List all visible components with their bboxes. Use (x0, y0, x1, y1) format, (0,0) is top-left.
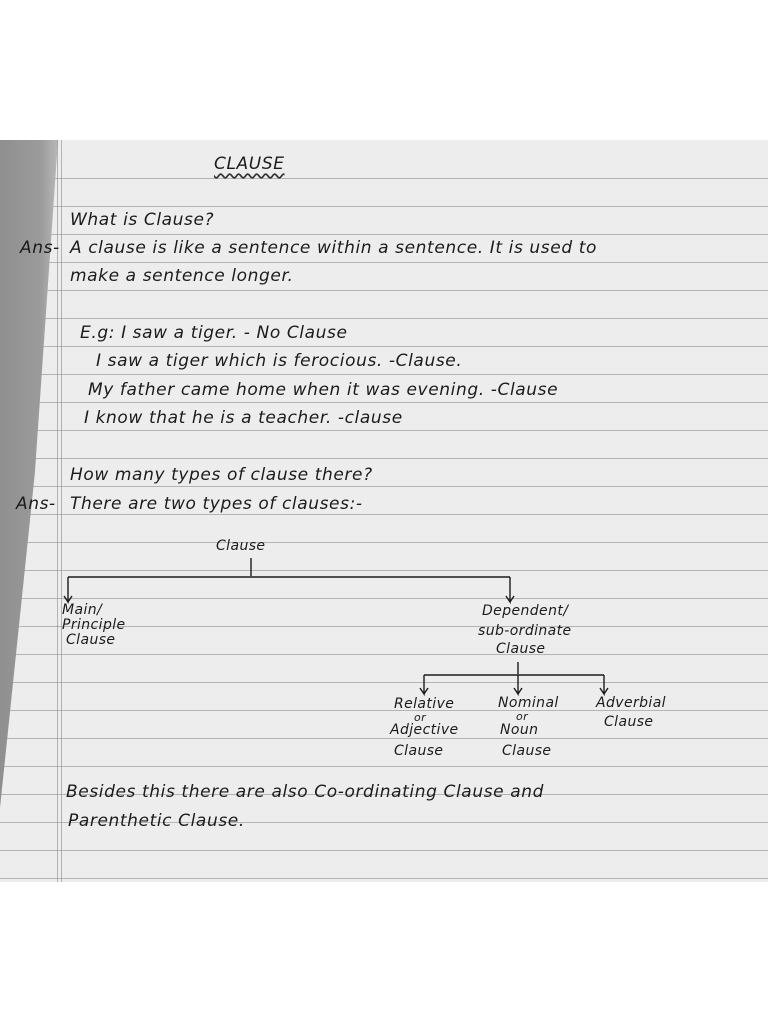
tree-root-label: Clause (216, 538, 266, 554)
answer-label-2: Ans- (16, 494, 56, 514)
arrow-nominal (514, 675, 522, 694)
relative-clause-label-3: Adjective (390, 722, 459, 738)
arrow-adverbial (600, 675, 608, 694)
dependent-clause-label-2: sub-ordinate (478, 623, 572, 639)
nominal-clause-label-4: Clause (502, 743, 552, 759)
question-what-is-clause: What is Clause? (70, 210, 215, 230)
example-line-3: My father came home when it was evening. -Clause (88, 380, 559, 400)
dependent-clause-label-1: Dependent/ (482, 603, 569, 619)
notebook-page (0, 140, 768, 882)
adverbial-clause-label-1: Adverbial (596, 695, 666, 711)
question-types-of-clause: How many types of clause there? (70, 465, 373, 485)
example-line-1: E.g: I saw a tiger. - No Clause (80, 323, 348, 343)
main-clause-label-2: Principle (62, 617, 126, 633)
example-line-2: I saw a tiger which is ferocious. -Clause. (96, 351, 463, 371)
page-title: CLAUSE (214, 154, 285, 174)
answer-line-2: make a sentence longer. (70, 266, 294, 286)
relative-clause-label-2: or (414, 711, 427, 724)
arrow-relative (420, 675, 428, 694)
answer-two-types: There are two types of clauses:- (70, 494, 363, 514)
main-clause-label-3: Clause (66, 632, 116, 648)
relative-clause-label-1: Relative (394, 696, 455, 712)
nominal-clause-label-2: or (516, 710, 529, 723)
closing-line-1: Besides this there are also Co-ordinating Clause and (66, 782, 545, 802)
main-clause-label-1: Main/ (62, 602, 103, 618)
answer-label: Ans- (20, 238, 60, 258)
relative-clause-label-4: Clause (394, 743, 444, 759)
arrow-main (64, 577, 72, 602)
clause-tree-diagram (0, 140, 768, 882)
nominal-clause-label-3: Noun (500, 722, 539, 738)
arrow-dependent (506, 577, 514, 602)
dependent-clause-label-3: Clause (496, 641, 546, 657)
example-line-4: I know that he is a teacher. -clause (84, 408, 403, 428)
answer-line-1: A clause is like a sentence within a sentence. It is used to (70, 238, 597, 258)
adverbial-clause-label-2: Clause (604, 714, 654, 730)
closing-line-2: Parenthetic Clause. (68, 811, 245, 831)
nominal-clause-label-1: Nominal (498, 695, 559, 711)
